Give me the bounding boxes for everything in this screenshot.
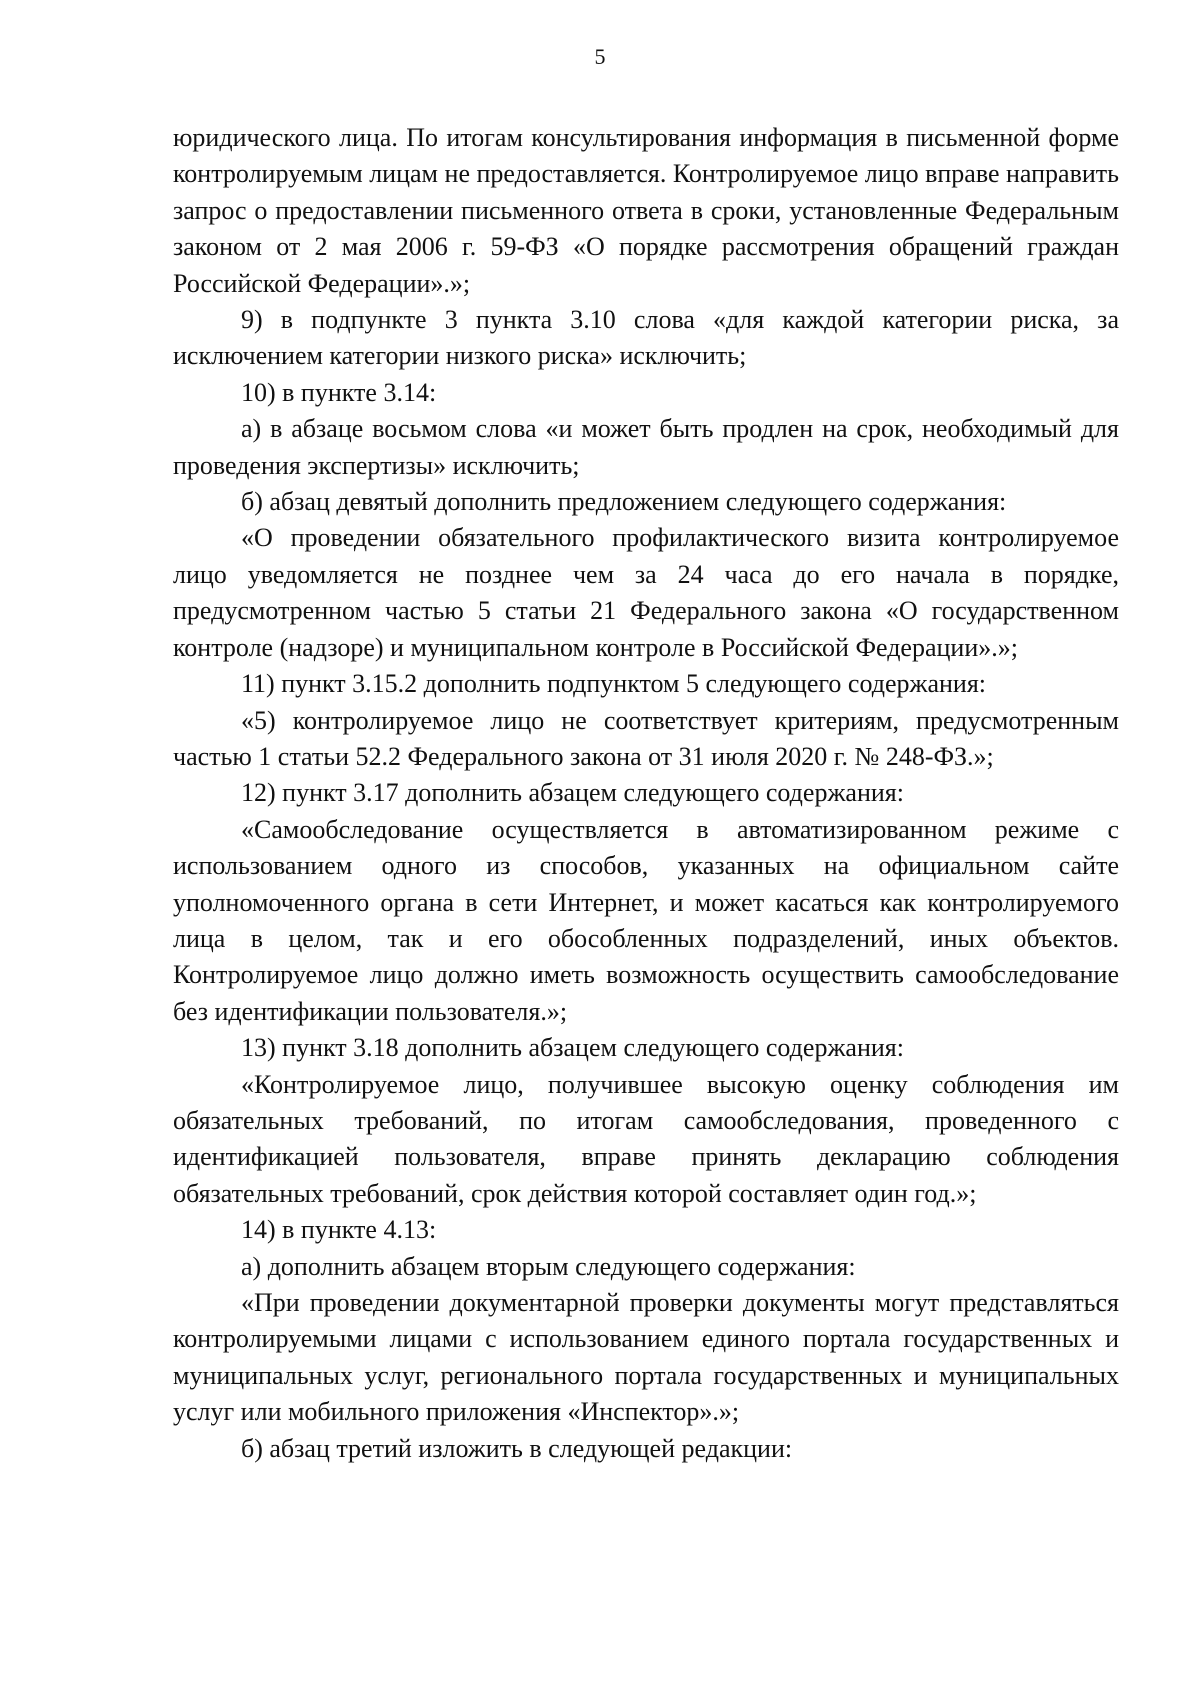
paragraph-item-10b: б) абзац девятый дополнить предложением следующего содержания:	[241, 487, 1007, 517]
paragraph-quote-declaration: «Контролируемое лицо, получившее высокую оценку соблюдения им обязательных требований, по итогам самообследования, проведенного с идентификацией пользователя, вправе принять декларацию соблюдения обязательных требований, срок действия которой составляет один год.»;	[173, 1069, 1119, 1208]
paragraph-quote-self-inspection: «Самообследование осуществляется в автоматизированном режиме с использованием одного из способов, указанных на официальном сайте уполномоченного органа в сети Интернет, и может касаться как контролируемого лица в целом, так и его обособленных подразделений, иных объектов. Контролируемое лицо должно иметь возможность осуществить самообследование без идентификации пользователя.»;	[173, 814, 1119, 1026]
paragraph-item-10: 10) в пункте 3.14:	[241, 377, 437, 407]
paragraph-item-11: 11) пункт 3.15.2 дополнить подпунктом 5 следующего содержания:	[241, 669, 986, 699]
page-number: 5	[594, 44, 606, 69]
paragraph-item-10a: а) в абзаце восьмом слова «и может быть продлен на срок, необходимый для проведения экспертизы» исключить;	[173, 414, 1119, 480]
paragraph-item-14a: а) дополнить абзацем вторым следующего содержания:	[241, 1251, 856, 1281]
paragraph-quote-documents: «При проведении документарной проверки документы могут представляться контролируемыми лицами с использованием единого портала государственных и муниципальных услуг, регионального портала государственных и муниципальных услуг или мобильного приложения «Инспектор».»;	[173, 1288, 1119, 1427]
paragraph-quote-criteria: «5) контролируемое лицо не соответствует критериям, предусмотренным частью 1 статьи 52.2 Федерального закона от 31 июля 2020 г. № 248-ФЗ.»;	[173, 705, 1119, 771]
paragraph-item-9: 9) в подпункте 3 пункта 3.10 слова «для каждой категории риска, за исключением категории низкого риска» исключить;	[173, 305, 1119, 371]
document-body	[173, 120, 1119, 1467]
paragraph-quote-visit: «О проведении обязательного профилактического визита контролируемое лицо уведомляется не позднее чем за 24 часа до его начала в порядке, предусмотренном частью 5 статьи 21 Федерального закона «О государственном контроле (надзоре) и муниципальном контроле в Российской Федерации».»;	[173, 523, 1119, 662]
paragraph-item-14b: б) абзац третий изложить в следующей редакции:	[241, 1433, 793, 1463]
paragraph-item-14: 14) в пункте 4.13:	[241, 1215, 437, 1245]
paragraph-continuation: юридического лица. По итогам консультирования информация в письменной форме контролируемым лицам не предоставляется. Контролируемое лицо вправе направить запрос о предоставлении письменного ответа в сроки, установленные Федеральным законом от 2 мая 2006 г. 59-ФЗ «О порядке рассмотрения обращений граждан Российской Федерации».»;	[173, 123, 1119, 298]
paragraph-item-13: 13) пункт 3.18 дополнить абзацем следующего содержания:	[241, 1033, 904, 1063]
paragraph-item-12: 12) пункт 3.17 дополнить абзацем следующего содержания:	[241, 778, 904, 808]
